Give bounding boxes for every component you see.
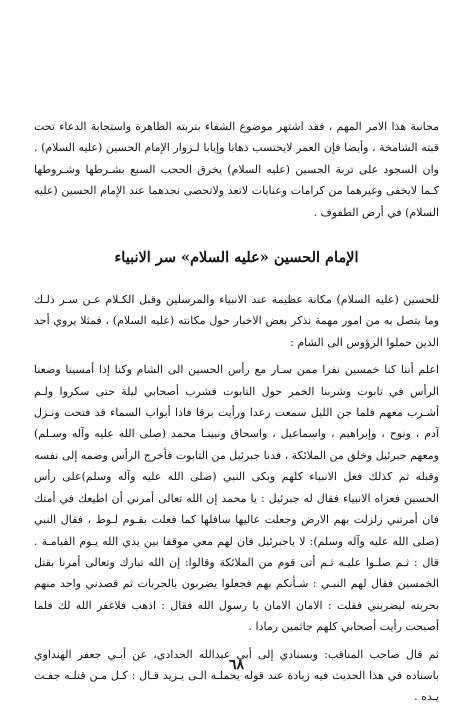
page-body: [34, 116, 439, 708]
paragraph-intro: مجانبة هذا الامر المهم ، فقد اشتهر موضوع الشفاء بتربته الطاهرة واستجابة الدعاء تحت قبته الشامخة ، وأيضا فإن العمر لايحتسب ذهابا وإيابا لـزوار الإمام الحسين (عليه السلام) . وان السجود على تربة الحسين (عليه السلام) يخرق الحجب السبع بشـرطها وشـروطها كـما لايخفى وغيرهما من كرامات وعنايات لاتعد ولاتحصى نجدهما عند الإمام الحسين (عليه السلام) في أرض الطفوف .: [34, 120, 439, 219]
paragraph-1: للحسين (عليه السلام) مكانة عظيمة عند الانبياء والمرسلين وقبل الكـلام عـن سـر ذلـك وما يتصل به من امور مهمة نذكر بعض الاخبار حول مكانته (عليه السلام) ، فمثلا يروي أحد الذين حملوا الرؤوس الى الشام :: [34, 293, 439, 349]
paragraph-2: اعلم أننا كنا خمسين نفرا ممن سـار مع رأس الحسين الى الشام وكنا إذا أمسينا وضعنا الرأس في تابوت وشربنا الخمر حول التابوت فشرب أصحابي ليلة حتى سكروا ولـم أشـرب معهم فلما جن الليل سمعت رعدا ورأيت برقا فاذا أبواب السماء قد فتحت ونـزل آدم ، ونوح ، وإبراهيم ، واسماعيل ، واسحاق ونبينـا محمد (صلى الله عليه وآله وسـلم) ومعهم جبرئيل وخلق من الملائكة ، فدنا جبرئيل من التابوت فأخرج الرأس وضمه إلى نفسه وقبله ثم كذلك فعل الانبياء كلهم وبكى النبي (صلى الله عليه وآله وسلم)على رأس الحسين فعزاه الانبياء فقال له جبرئيل : يا محمد إن الله تعالى أمرني أن اطيعك في أمتك فان أمرتني زلزلت بهم الارض وجعلت عاليها سافلها كما فعلت بقـوم لـوط ، فقال النبي (صلى الله عليه وآله وسلم): لا ياجبرئيل فان لهم معي موقفا بين يدي الله يـوم القيامـة . قال : ثـم صلـوا عليـه ثـم أتى قوم من الملائكة وقالوا: إن الله تبارك وتعالى أمرنا بقتل الخمسين فقال لهم النبـي : شـأنكم بهم فجعلوا يضربون بالحربات ثم قصدني واحد منهم بحربته ليضربني فقلت : الامان الامان يا رسول الله فقال : اذهب فلاغفر الله لك فلما أصبحت رأيت أصحابي كلهم جاثمين رمادا .: [33, 363, 439, 634]
section-heading: الإمام الحسين «عليه السلام» سر الانبياء: [114, 249, 359, 267]
paragraph-3: ثم قال صاحب المناقب: وبسنادي إلى أبي عبدالله الحدادي، عن أبـي جعفر الهنداوي باسناده في هذا الحديث فيه زيادة عند قوله يحملـه الـى يـزيد قـال : كـل مـن قتلـه جفـت يـده .: [34, 647, 439, 704]
page-number: ٦٨: [228, 657, 245, 673]
